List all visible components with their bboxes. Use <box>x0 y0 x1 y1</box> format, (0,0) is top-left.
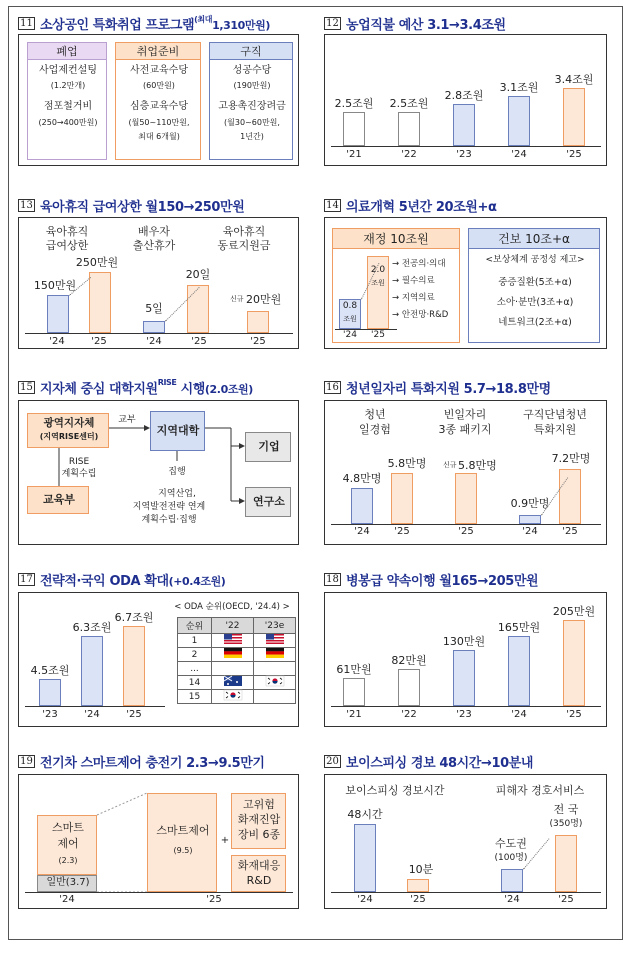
bar-label: 20만원 <box>246 293 282 306</box>
finance-items <box>392 256 448 324</box>
oda-row <box>178 690 296 704</box>
subsidy-period: 1년간) <box>240 132 264 141</box>
section-number: 17 <box>18 573 35 586</box>
bar-2024 <box>47 295 69 333</box>
oda-header: '22 <box>212 618 254 634</box>
section-17-heading <box>18 570 225 589</box>
year-label: '21 <box>346 709 362 720</box>
year-label: '25 <box>206 894 222 905</box>
finance-header: 재정 10조원 <box>333 229 459 249</box>
caption: 일경험 <box>359 423 391 436</box>
section-number: 20 <box>324 755 341 768</box>
bar-1 <box>81 636 103 706</box>
de-flag-icon <box>212 648 254 662</box>
desc: 지역산업, <box>158 489 196 499</box>
year-label: '24 <box>357 894 373 905</box>
section-19-panel <box>18 774 299 909</box>
deep-training-period: 최대 6개월) <box>138 132 180 141</box>
year-label: '24 <box>511 149 527 160</box>
year-label: '24 <box>343 330 357 340</box>
oda-cell: 1 <box>178 634 212 648</box>
insurance-header: 건보 10조+α <box>469 229 599 249</box>
section-number: 13 <box>18 199 35 212</box>
bar-value-label: 61만원 <box>336 663 372 676</box>
year-label: '25 <box>558 894 574 905</box>
year-label: '23 <box>42 709 58 720</box>
job-prep-box <box>115 42 201 160</box>
job-prep-header: 취업준비 <box>116 43 200 60</box>
deep-training: 심층교육수당 <box>130 101 188 112</box>
oda-header: 순위 <box>178 618 212 634</box>
oda-cell <box>254 662 296 676</box>
local-gov: 광역지자체 <box>43 417 95 429</box>
finance-box <box>332 228 460 343</box>
year-label: '24 <box>59 894 75 905</box>
caption: 피해자 경호서비스 <box>495 784 585 797</box>
section-title: 병봉급 약속이행 월165→205만원 <box>346 574 539 589</box>
section-14-panel <box>324 217 607 349</box>
section-number: 12 <box>324 17 341 30</box>
university-box <box>150 411 205 451</box>
year-label: '24 <box>49 336 65 347</box>
oda-cell: 15 <box>178 690 212 704</box>
section-13-panel <box>18 217 299 349</box>
smart-value: (9.5) <box>173 846 193 855</box>
caption: 보이스피싱 경보시간 <box>345 784 445 797</box>
bar-value-label: 3.1조원 <box>499 81 539 94</box>
value-2025: 2.0 <box>370 265 386 275</box>
year-label: '22 <box>401 149 417 160</box>
plan-label: 계획수립 <box>61 469 97 479</box>
equipment-label: 장비 6종 <box>237 828 281 841</box>
bar-label: 250만원 <box>75 256 119 269</box>
oda-cell: 14 <box>178 676 212 690</box>
bar-2025 <box>559 469 581 524</box>
fire-label: 화재대응 <box>237 859 281 872</box>
bar-label: 4.8만명 <box>342 472 382 485</box>
closure-header: 폐업 <box>28 43 106 60</box>
baseline <box>331 524 601 525</box>
employment-subsidy: 고용촉진장려금 <box>218 101 286 112</box>
oda-row <box>178 676 296 690</box>
section-18-heading <box>324 570 538 589</box>
value-2024: 0.8 <box>342 301 358 311</box>
general-label: 일반(3.7) <box>46 877 90 888</box>
section-title: 소상공인 특화취업 프로그램$^{(최대}$1,310만원) <box>40 15 270 33</box>
year-label: '25 <box>394 526 410 537</box>
bar-4 <box>563 88 585 146</box>
equipment-label: 화재진압 <box>237 813 281 826</box>
section-title: 농업직불 예산 3.1→3.4조원 <box>346 18 506 33</box>
bar-2025 <box>455 473 477 524</box>
local-rise-center: (지역RISE센터) <box>39 432 99 441</box>
bar-label: 5일 <box>145 302 163 315</box>
exec-label: 집행 <box>168 467 186 477</box>
year-label: '23 <box>456 149 472 160</box>
oda-caption: < ODA 순위(OECD, '24.4) > <box>174 602 290 612</box>
year-label: '25 <box>191 336 207 347</box>
finance-item: → 전공의·의대 <box>392 259 446 269</box>
section-12-panel <box>324 34 607 166</box>
year-label: '24 <box>511 709 527 720</box>
section-15-panel <box>18 400 299 545</box>
bar-1 <box>398 669 420 706</box>
bar-value-label: 2.8조원 <box>444 89 484 102</box>
bar-label: 5.8만명 <box>458 459 497 472</box>
bar-3 <box>508 636 530 706</box>
year-label: '24 <box>354 526 370 537</box>
university: 지역대학 <box>156 424 200 437</box>
local-gov-box <box>27 413 109 448</box>
section-title: 육아휴직 급여상한 월150→250만원 <box>40 200 245 215</box>
desc: 지역발전전략 연계 <box>132 502 206 512</box>
insurance-box <box>468 228 600 343</box>
caption: 빈일자리 <box>443 408 487 421</box>
finance-item: → 안전망·R&D <box>392 310 449 320</box>
caption: 특화지원 <box>533 423 577 436</box>
kr-flag-icon <box>212 690 254 704</box>
year-label: '25 <box>371 330 385 340</box>
section-14-heading <box>324 196 496 215</box>
insurance-subtitle: <보상체계 공정성 제고> <box>485 255 585 265</box>
section-number: 19 <box>18 755 35 768</box>
bar-2 <box>453 650 475 706</box>
oda-table <box>177 617 296 704</box>
insurance-item: 네트워크(2조+α) <box>498 317 572 328</box>
bar-2025 <box>89 272 111 333</box>
bar-2025 <box>555 835 577 892</box>
section-17-panel <box>18 592 299 727</box>
bar-value-label: 82만원 <box>391 654 427 667</box>
bar-2024 <box>519 515 541 524</box>
bar-value-label: 2.5조원 <box>334 97 374 110</box>
bar-0 <box>343 112 365 146</box>
oda-cell: ... <box>178 662 212 676</box>
caption: 육아휴직 <box>45 225 89 238</box>
section-number: 11 <box>18 17 35 30</box>
desc: 계획수립·집행 <box>141 515 197 525</box>
bar-0 <box>343 678 365 706</box>
bar-2024 <box>354 824 376 892</box>
pre-training-amount: (60만원) <box>143 81 175 90</box>
fire-rnd-box <box>231 855 286 892</box>
oda-row <box>178 662 296 676</box>
oda-row <box>178 648 296 662</box>
smart-2025-bar <box>147 793 217 892</box>
bar-1 <box>398 112 420 146</box>
institute: 연구소 <box>253 495 285 508</box>
year-label: '24 <box>522 526 538 537</box>
bar-value-label: 6.3조원 <box>72 621 112 634</box>
consulting-count: (1.2만개) <box>50 81 86 90</box>
section-19-heading <box>18 752 265 771</box>
bar-value-label: 205만원 <box>552 605 596 618</box>
year-label: '25 <box>566 149 582 160</box>
oda-cell: 2 <box>178 648 212 662</box>
company: 기업 <box>258 440 280 453</box>
section-11-heading <box>18 14 270 33</box>
section-11-panel <box>18 34 299 166</box>
institute-box <box>245 487 291 517</box>
section-number: 18 <box>324 573 341 586</box>
bar-label: 10분 <box>408 863 434 876</box>
section-title: 보이스피싱 경보 48시간→10분내 <box>346 756 534 771</box>
bar-2024 <box>501 869 523 892</box>
finance-item: → 지역의료 <box>392 293 435 303</box>
year-label: '25 <box>126 709 142 720</box>
bar-value-label: 130만원 <box>442 635 486 648</box>
section-title: 지자체 중심 대학지원$^{RISE}$ 시행(2.0조원) <box>40 378 253 397</box>
us-flag-icon <box>254 634 296 648</box>
bar-2 <box>123 626 145 706</box>
baseline <box>25 892 293 893</box>
baseline <box>331 146 601 147</box>
year-label: '23 <box>456 709 472 720</box>
general-2024-bar <box>37 875 97 892</box>
baseline <box>331 892 601 893</box>
equipment-label: 고위험 <box>243 798 275 811</box>
new-tag: 신규 <box>230 295 244 303</box>
bar-label: 전 국 <box>553 803 579 816</box>
section-20-panel <box>324 774 607 909</box>
section-16-panel <box>324 400 607 545</box>
bar-value-label: 165만원 <box>497 621 541 634</box>
us-flag-icon <box>212 634 254 648</box>
bar-label: 0.9만명 <box>510 497 550 510</box>
new-tag: 신규 <box>443 461 457 469</box>
caption: 출산휴가 <box>132 239 176 252</box>
de-flag-icon <box>254 648 296 662</box>
bar-value-label: 3.4조원 <box>554 73 594 86</box>
fire-label: R&D <box>246 874 272 887</box>
year-label: '25 <box>458 526 474 537</box>
bar-value-label: 4.5조원 <box>30 664 70 677</box>
bar-label: 150만원 <box>33 279 77 292</box>
section-number: 15 <box>18 381 35 394</box>
oda-row <box>178 634 296 648</box>
caption: 동료지원금 <box>217 239 271 252</box>
section-13-heading <box>18 196 244 215</box>
bar-2 <box>453 104 475 146</box>
year-label: '24 <box>146 336 162 347</box>
kr-flag-icon <box>254 676 296 690</box>
oda-cell <box>254 690 296 704</box>
success-amount: (190만원) <box>233 81 271 90</box>
company-box <box>245 432 291 462</box>
unit: 조원 <box>371 279 385 287</box>
section-title: 의료개혁 5년간 20조원+α <box>346 200 497 215</box>
bar-2025 <box>247 311 269 333</box>
bar-2024 <box>143 321 165 333</box>
year-label: '25 <box>91 336 107 347</box>
smart-label: 제어 <box>57 837 79 850</box>
bar-2024 <box>351 488 373 524</box>
bar-label: 수도권 <box>495 837 527 850</box>
bar-2025 <box>391 473 413 524</box>
year-label: '24 <box>84 709 100 720</box>
smart-label: 스마트 <box>52 821 84 834</box>
subsidy-amount: (월30~60만원, <box>224 118 280 127</box>
section-20-heading <box>324 752 533 771</box>
section-16-heading <box>324 378 551 397</box>
bar-label: 48시간 <box>347 808 383 821</box>
baseline <box>331 706 601 707</box>
section-15-heading <box>18 378 253 397</box>
grant-label: 교부 <box>118 415 136 425</box>
consulting: 사업제컨설팅 <box>39 65 97 76</box>
smart-label: 스마트제어 <box>156 824 210 837</box>
year-label: '24 <box>504 894 520 905</box>
bar-sub: (350명) <box>549 819 583 829</box>
baseline <box>25 706 165 707</box>
bar-2025 <box>407 879 429 892</box>
bar-label: 7.2만명 <box>551 452 591 465</box>
finance-item: → 필수의료 <box>392 276 435 286</box>
equipment-box <box>231 793 286 849</box>
bar-value-label: 6.7조원 <box>114 611 154 624</box>
bar-4 <box>563 620 585 706</box>
year-label: '21 <box>346 149 362 160</box>
caption: 배우자 <box>138 225 170 238</box>
caption: 급여상한 <box>45 239 89 252</box>
baseline <box>25 333 293 334</box>
year-label: '25 <box>566 709 582 720</box>
job-seek-box <box>209 42 293 160</box>
section-number: 16 <box>324 381 341 394</box>
insurance-item: 중증질환(5조+α) <box>498 277 572 288</box>
bar-2025 <box>187 285 209 333</box>
demolition: 점포철거비 <box>43 101 93 112</box>
bar-value-label: 2.5조원 <box>389 97 429 110</box>
smart-value: (2.3) <box>58 856 78 865</box>
bar-0 <box>39 679 61 706</box>
bar-sub: (100명) <box>494 853 528 863</box>
smart-2024-bar <box>37 815 97 875</box>
year-label: '25 <box>250 336 266 347</box>
job-seek-header: 구직 <box>210 43 292 60</box>
au-flag-icon <box>212 676 254 690</box>
unit: 조원 <box>343 315 357 323</box>
demolition-amount: (250→400만원) <box>38 118 98 127</box>
year-label: '25 <box>410 894 426 905</box>
ministry: 교육부 <box>43 493 75 506</box>
year-label: '25 <box>562 526 578 537</box>
section-18-panel <box>324 592 607 727</box>
section-title: 청년일자리 특화지원 5.7→18.8만명 <box>346 382 551 397</box>
section-12-heading <box>324 14 506 33</box>
oda-cell <box>212 662 254 676</box>
caption: 청년 <box>364 408 386 421</box>
bar-label: 20일 <box>185 268 211 281</box>
closure-box <box>27 42 107 160</box>
section-number: 14 <box>324 199 341 212</box>
insurance-item: 소아·분만(3조+α) <box>496 297 574 308</box>
bar-3 <box>508 96 530 146</box>
plus-sign: + <box>220 835 230 846</box>
bar-label: 5.8만명 <box>387 457 427 470</box>
ministry-box <box>27 486 89 514</box>
caption: 구직단념청년 <box>523 408 587 421</box>
pre-training: 사전교육수당 <box>130 65 188 76</box>
year-label: '22 <box>401 709 417 720</box>
section-title: 전기차 스마트제어 충전기 2.3→9.5만기 <box>40 756 265 771</box>
caption: 3종 패키지 <box>438 423 492 436</box>
caption: 육아휴직 <box>222 225 266 238</box>
deep-training-amount: (월50~110만원, <box>128 118 190 127</box>
rise-label: RISE <box>68 457 90 467</box>
success-allowance: 성공수당 <box>232 65 272 76</box>
oda-header: '23e <box>254 618 296 634</box>
section-title: 전략적·국익 ODA 확대(+0.4조원) <box>40 574 226 589</box>
